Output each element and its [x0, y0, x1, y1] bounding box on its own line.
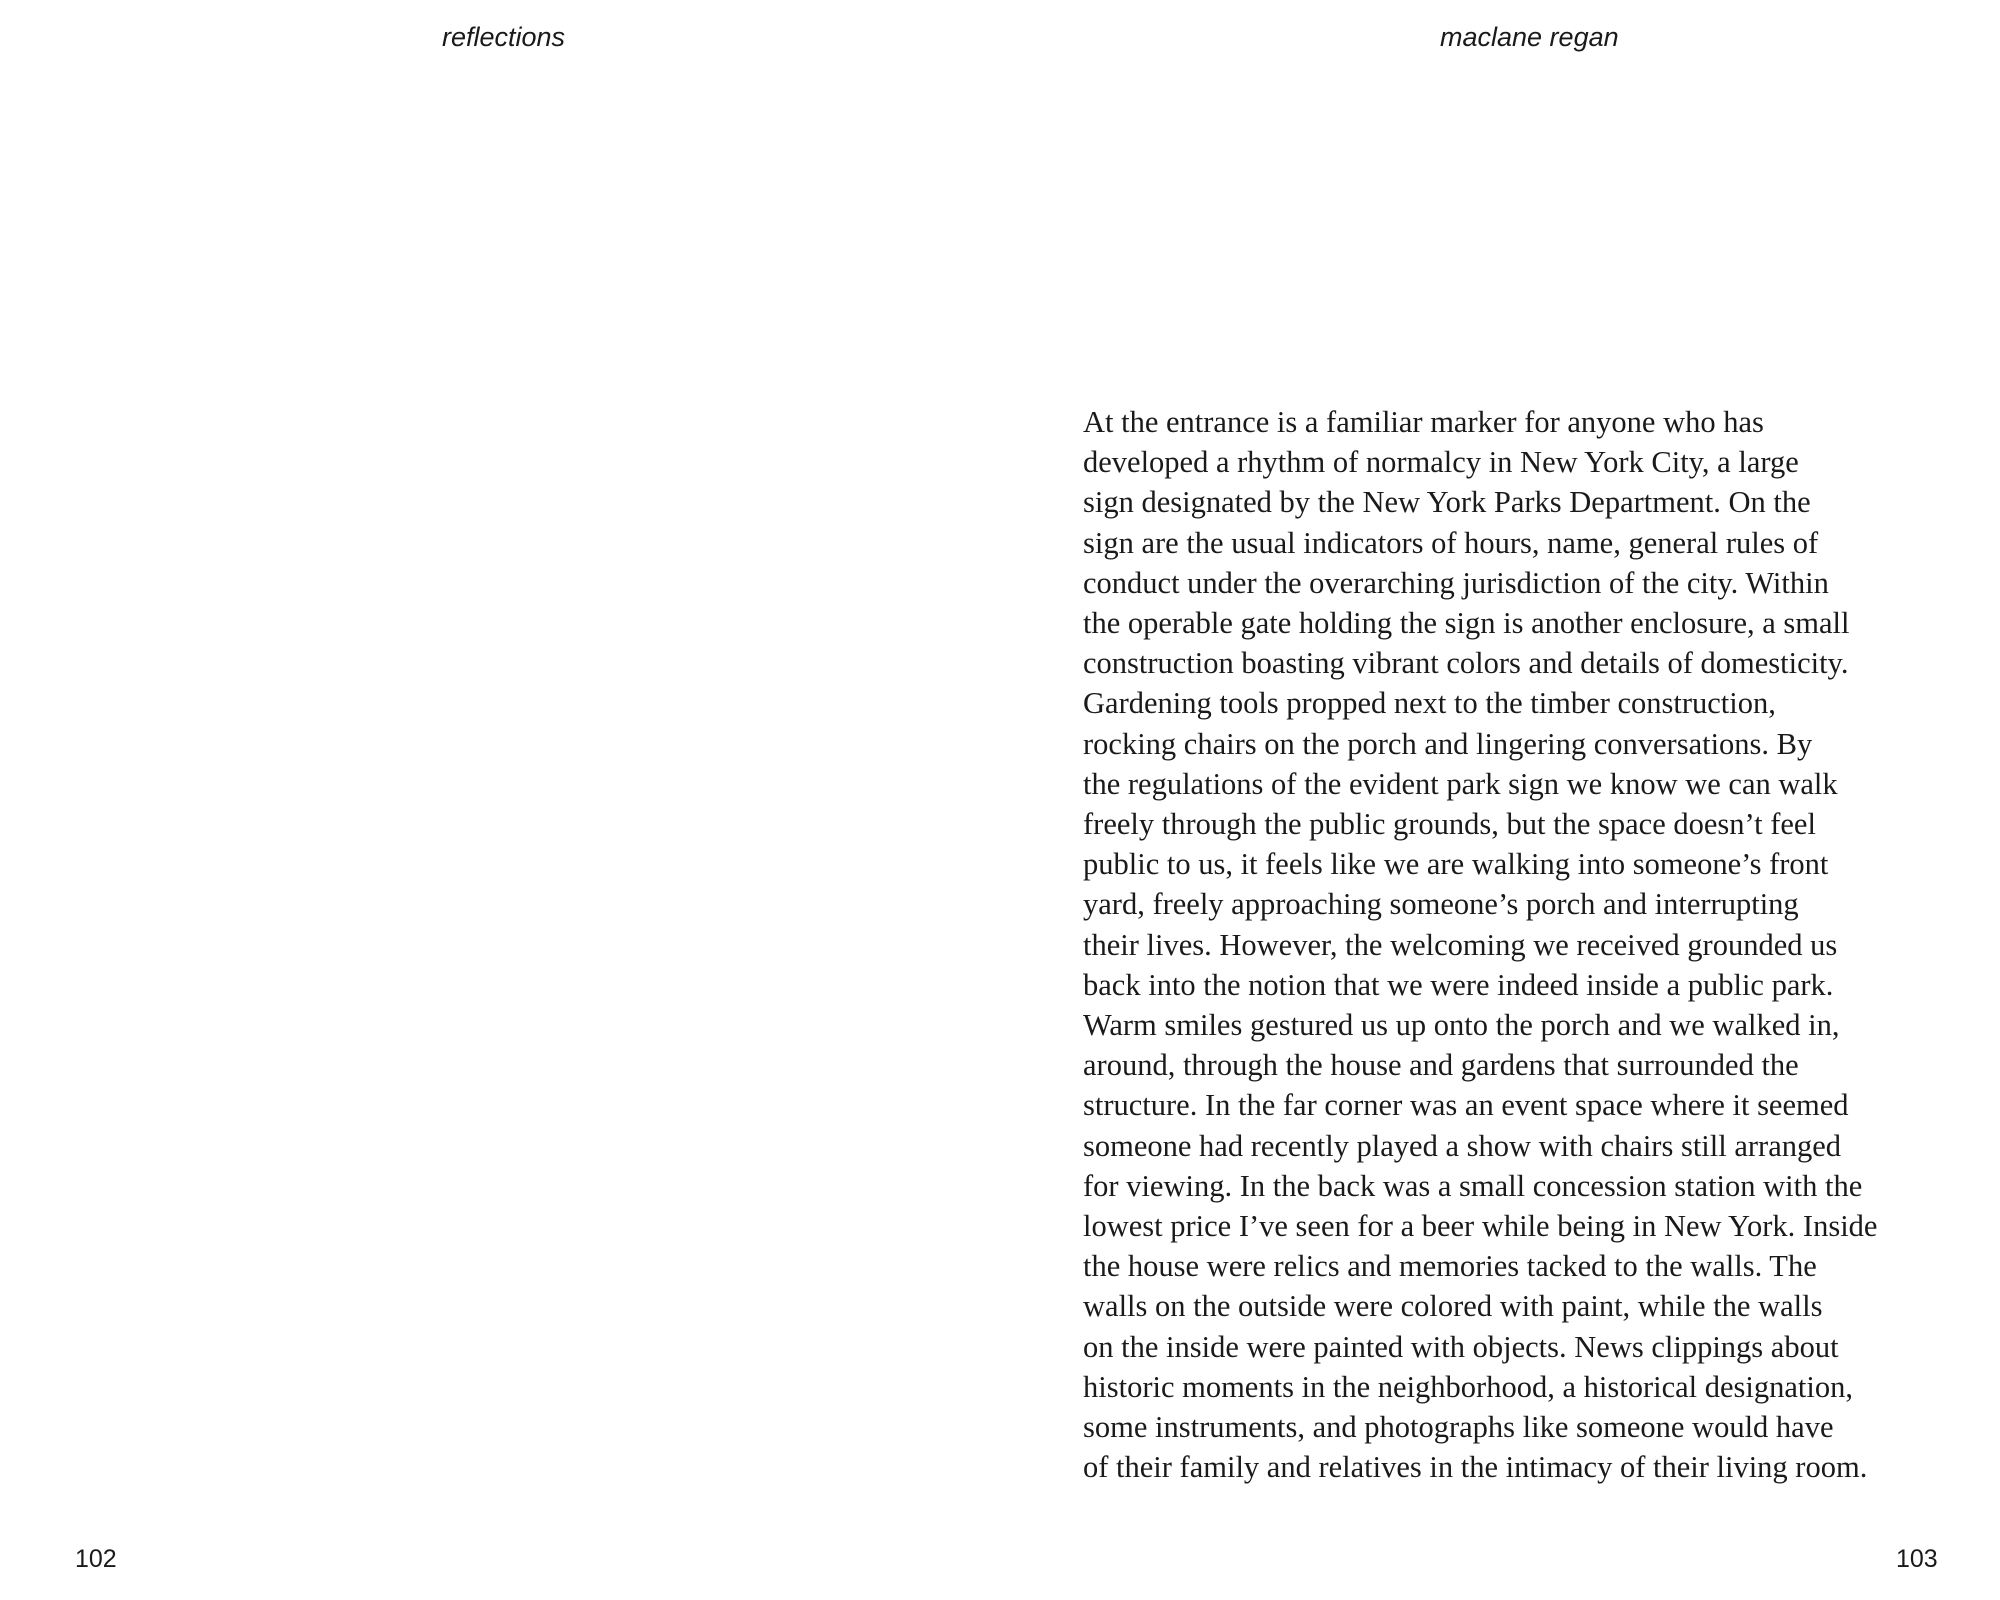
text-line: freely through the public grounds, but the space doesn’t feel: [1083, 807, 1816, 842]
text-line: Warm smiles gestured us up onto the porch and we walked in,: [1083, 1008, 1840, 1043]
text-line: conduct under the overarching jurisdiction of the city. Within: [1083, 565, 1829, 600]
text-line: someone had recently played a show with chairs still arranged: [1083, 1128, 1842, 1163]
text-line: around, through the house and gardens that surrounded the: [1083, 1048, 1799, 1083]
text-line: the regulations of the evident park sign we know we can walk: [1083, 766, 1838, 801]
text-line: sign are the usual indicators of hours, name, general rules of: [1083, 525, 1819, 560]
text-line: sign designated by the New York Parks Department. On the: [1083, 485, 1811, 520]
text-line: yard, freely approaching someone’s porch and interrupting: [1083, 887, 1799, 922]
text-line: walls on the outside were colored with paint, while the walls: [1083, 1289, 1823, 1324]
text-line: lowest price I’ve seen for a beer while being in New York. Inside: [1083, 1209, 1878, 1244]
text-line: construction boasting vibrant colors and details of domesticity.: [1083, 646, 1849, 681]
text-line: developed a rhythm of normalcy in New York City, a large: [1083, 445, 1799, 480]
text-line: their lives. However, the welcoming we received grounded us: [1083, 927, 1838, 962]
text-line: rocking chairs on the porch and lingering conversations. By: [1083, 726, 1813, 761]
text-line: for viewing. In the back was a small concession station with the: [1083, 1168, 1863, 1203]
text-line: the operable gate holding the sign is another enclosure, a small: [1083, 606, 1850, 641]
text-line: some instruments, and photographs like someone would have: [1083, 1410, 1834, 1445]
page-number-right: 103: [1896, 1545, 1938, 1573]
running-head-left: reflections: [442, 22, 566, 52]
running-head-right: maclane regan: [1440, 22, 1619, 52]
text-line: Gardening tools propped next to the timber construction,: [1083, 686, 1776, 721]
text-line: At the entrance is a familiar marker for anyone who has: [1083, 405, 1764, 439]
text-line: of their family and relatives in the intimacy of their living room.: [1083, 1450, 1868, 1485]
text-line: the house were relics and memories tacked to the walls. The: [1083, 1249, 1817, 1284]
page-number-left: 102: [75, 1545, 117, 1573]
text-line: structure. In the far corner was an event space where it seemed: [1083, 1088, 1849, 1123]
text-line: public to us, it feels like we are walking into someone’s front: [1083, 847, 1829, 882]
text-line: on the inside were painted with objects. News clippings about: [1083, 1329, 1839, 1364]
body-paragraph: [1083, 402, 1963, 1487]
text-line: back into the notion that we were indeed inside a public park.: [1083, 967, 1834, 1002]
right-page: [1000, 0, 2000, 1600]
text-line: historic moments in the neighborhood, a historical designation,: [1083, 1369, 1853, 1404]
